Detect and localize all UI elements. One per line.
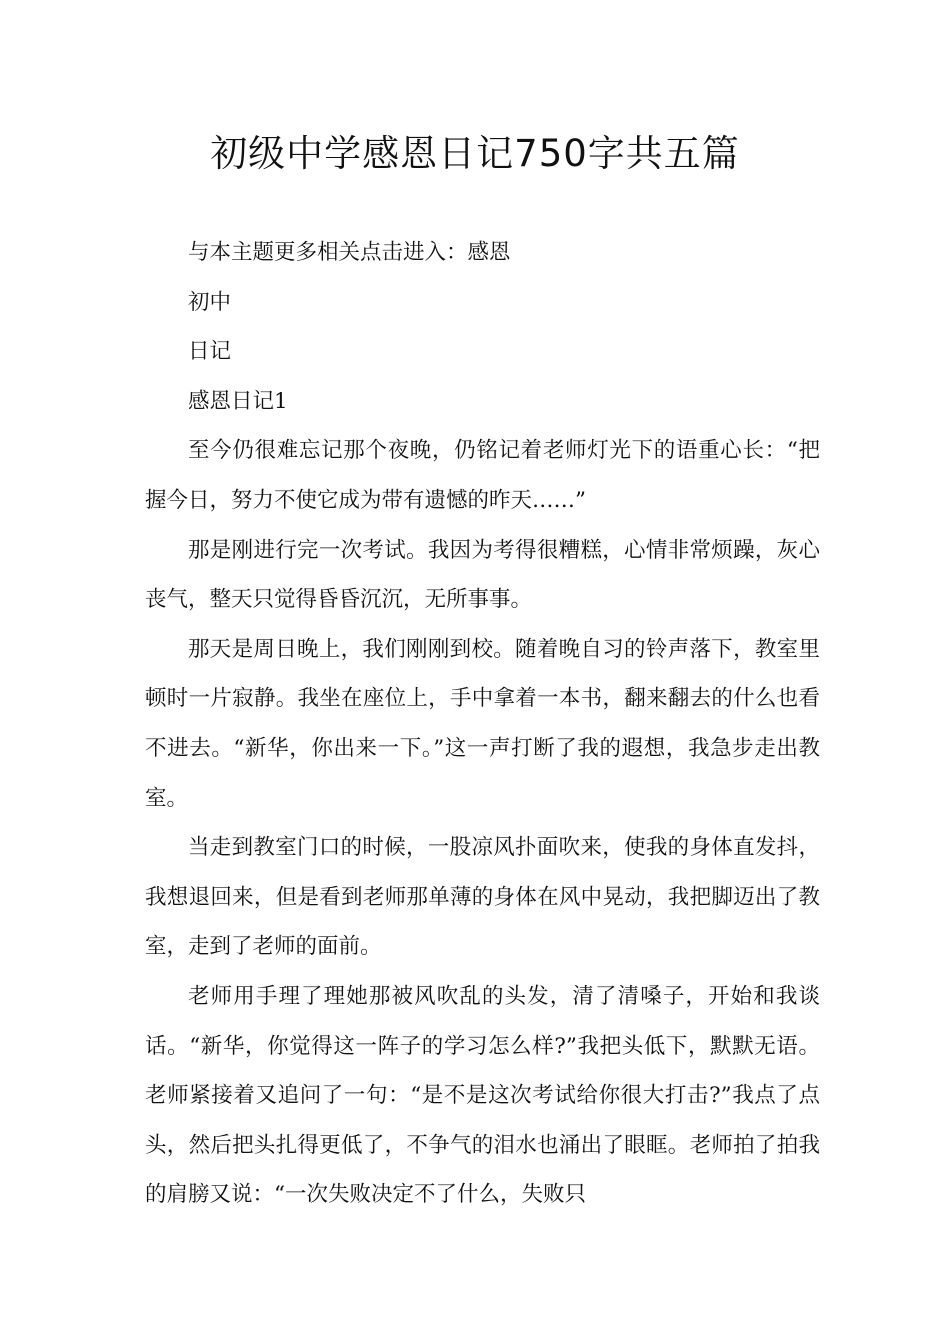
paragraph: 至今仍很难忘记那个夜晚，仍铭记着老师灯光下的语重心长：“把握今日，努力不使它成为带有遗憾的昨天……” (145, 438, 820, 513)
document-title: 初级中学感恩日记750字共五篇 (210, 132, 740, 175)
paragraph: 那天是周日晚上，我们刚刚到校。随着晚自习的铃声落下，教室里顿时一片寂静。我坐在座位上，手中拿着一本书，翻来翻去的什么也看不进去。“新华，你出来一下。”这一声打断了我的遐想，我急步走出教室。 (145, 636, 820, 811)
document-body (145, 228, 820, 1220)
paragraph: 当走到教室门口的时候，一股凉风扑面吹来，使我的身体直发抖，我想退回来，但是看到老师那单薄的身体在风中晃动，我把脚迈出了教室，走到了老师的面前。 (145, 835, 820, 960)
paragraph: 老师用手理了理她那被风吹乱的头发，清了清嗓子，开始和我谈话。“新华，你觉得这一阵子的学习怎么样?”我把头低下，默默无语。老师紧接着又追问了一句：“是不是这次考试给你很大打击?”我点了点头，然后把头扎得更低了，不争气的泪水也涌出了眼眶。老师拍了拍我的肩膀又说：“一次失败决定不了什么，失败只 (145, 983, 820, 1208)
tag-line: 初中 (188, 289, 232, 315)
section-heading: 感恩日记1 (188, 388, 288, 414)
tag-line: 日记 (188, 339, 232, 365)
paragraph: 那是刚进行完一次考试。我因为考得很糟糕，心情非常烦躁，灰心丧气，整天只觉得昏昏沉沉，无所事事。 (145, 537, 820, 613)
related-topic-line: 与本主题更多相关点击进入：感恩 (188, 240, 511, 265)
